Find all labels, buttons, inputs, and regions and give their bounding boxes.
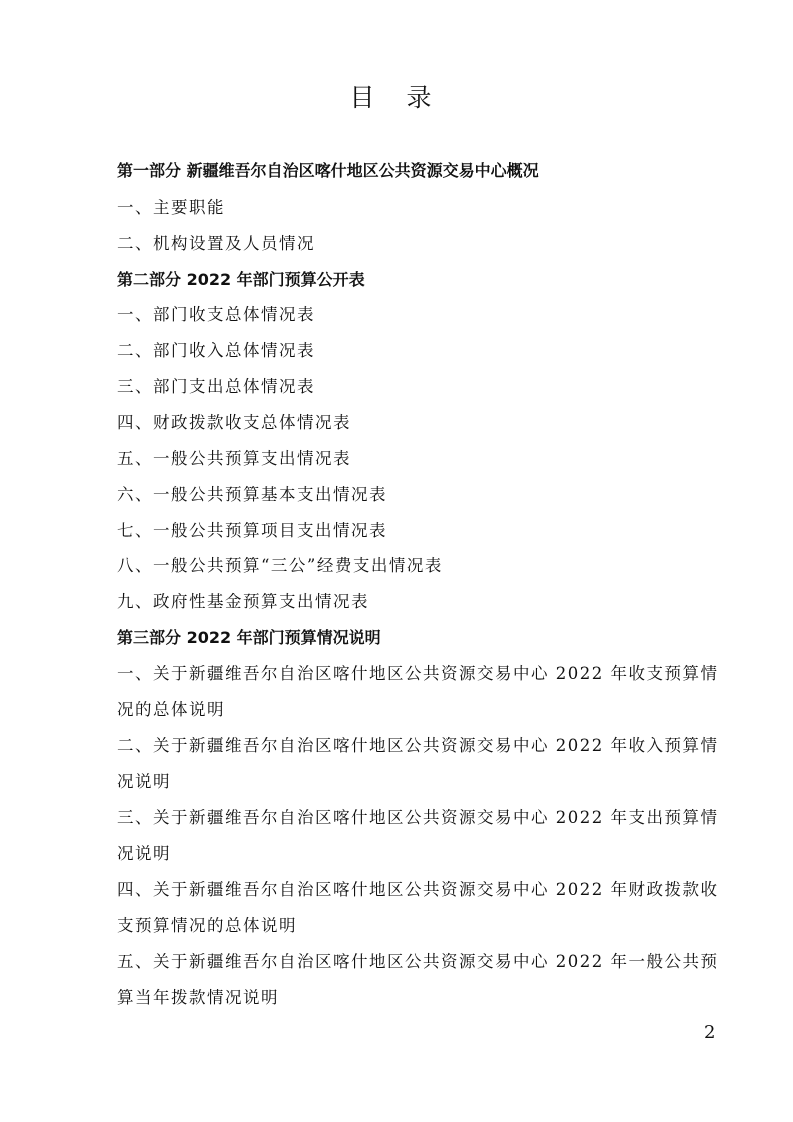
- part2-item-3: 三、部门支出总体情况表: [117, 377, 315, 396]
- part2-item-5: 五、一般公共预算支出情况表: [117, 449, 351, 468]
- part2-item-2: 二、部门收入总体情况表: [117, 341, 315, 360]
- part3-heading: 第三部分 2022 年部门预算情况说明: [117, 628, 381, 647]
- part2-item-1: 一、部门收支总体情况表: [117, 305, 315, 324]
- part2-item-8: 八、一般公共预算“三公”经费支出情况表: [117, 556, 443, 575]
- part1-item-2: 二、机构设置及人员情况: [117, 234, 315, 253]
- part3-item-5-line1: 五、关于新疆维吾尔自治区喀什地区公共资源交易中心 2022 年一般公共预: [117, 952, 719, 971]
- part2-item-9: 九、政府性基金预算支出情况表: [117, 592, 369, 611]
- part2-item-7: 七、一般公共预算项目支出情况表: [117, 521, 387, 540]
- part1-heading: 第一部分 新疆维吾尔自治区喀什地区公共资源交易中心概况: [117, 161, 539, 180]
- page-title: 目 录: [349, 83, 444, 112]
- part2-item-6: 六、一般公共预算基本支出情况表: [117, 485, 387, 504]
- part1-item-1: 一、主要职能: [117, 198, 225, 217]
- part3-item-1-line2: 况的总体说明: [117, 700, 225, 719]
- part2-heading: 第二部分 2022 年部门预算公开表: [117, 270, 365, 289]
- part3-item-4-line1: 四、关于新疆维吾尔自治区喀什地区公共资源交易中心 2022 年财政拨款收: [117, 880, 719, 899]
- part3-item-2-line1: 二、关于新疆维吾尔自治区喀什地区公共资源交易中心 2022 年收入预算情: [117, 736, 719, 755]
- part3-item-1-line1: 一、关于新疆维吾尔自治区喀什地区公共资源交易中心 2022 年收支预算情: [117, 664, 719, 683]
- part3-item-2-line2: 况说明: [117, 772, 171, 791]
- part3-item-3-line1: 三、关于新疆维吾尔自治区喀什地区公共资源交易中心 2022 年支出预算情: [117, 808, 719, 827]
- part3-item-5-line2: 算当年拨款情况说明: [117, 988, 279, 1007]
- page-number: 2: [704, 1022, 716, 1043]
- part3-item-4-line2: 支预算情况的总体说明: [117, 916, 297, 935]
- part2-item-4: 四、财政拨款收支总体情况表: [117, 413, 351, 432]
- part3-item-3-line2: 况说明: [117, 844, 171, 863]
